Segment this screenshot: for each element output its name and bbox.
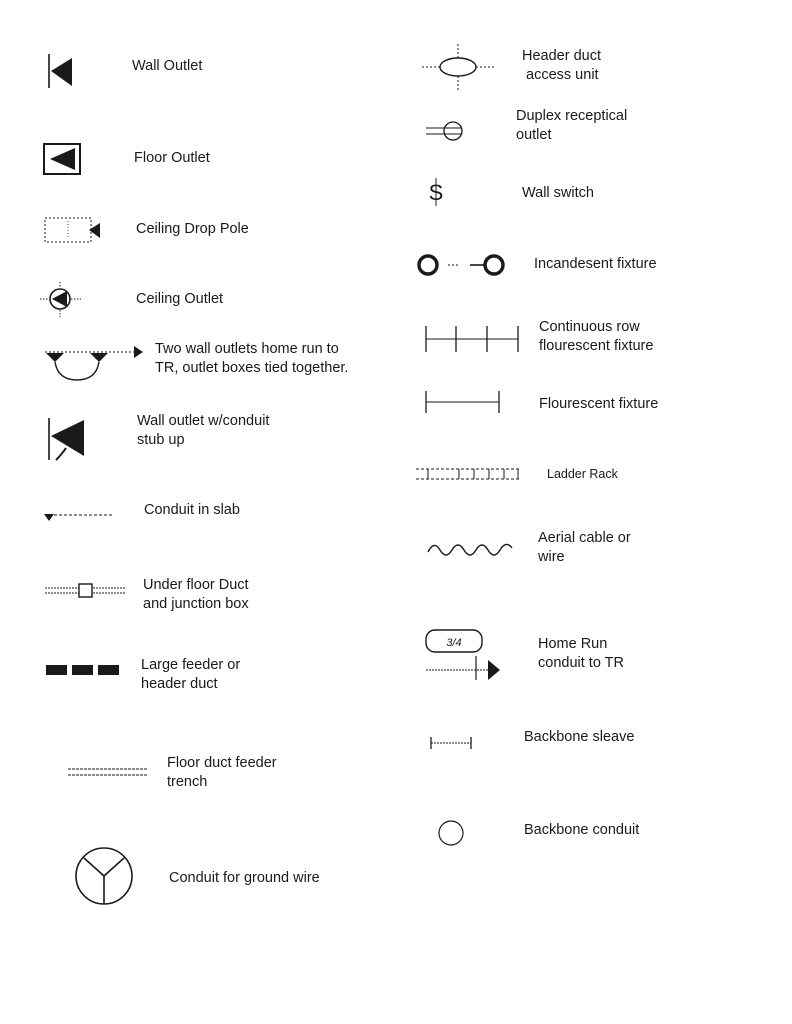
header-duct-access-label: Header duct access unit — [522, 48, 601, 83]
duplex-receptacle-symbol — [424, 118, 470, 144]
ladder-rack-label: Ladder Rack — [547, 467, 618, 481]
backbone-conduit-label: Backbone conduit — [524, 822, 640, 838]
continuous-row-fluorescent-symbol — [422, 322, 522, 356]
incandescent-fixture-symbol — [414, 252, 508, 278]
under-floor-duct-symbol — [42, 580, 130, 602]
large-feeder-label: Large feeder or header duct — [141, 657, 241, 692]
under-floor-duct-label: Under floor Duct and junction box — [143, 577, 249, 612]
home-run-conduit-label: Home Run conduit to TR — [538, 636, 624, 671]
ceiling-drop-pole-symbol — [42, 214, 104, 248]
wall-outlet-conduit-symbol — [42, 414, 88, 466]
wall-outlet-symbol — [40, 52, 80, 92]
backbone-conduit-symbol — [434, 816, 468, 850]
wall-outlet-label: Wall Outlet — [132, 58, 203, 74]
ground-wire-conduit-symbol — [72, 844, 136, 908]
conduit-in-slab-symbol — [42, 506, 114, 526]
floor-outlet-label: Floor Outlet — [134, 150, 210, 166]
backbone-sleeve-label: Backbone sleave — [524, 729, 635, 745]
two-wall-outlets-label: Two wall outlets home run to TR, outlet boxes tied together. — [155, 341, 349, 376]
fluorescent-fixture-symbol — [422, 388, 504, 416]
large-feeder-symbol — [42, 662, 124, 678]
header-duct-access-symbol — [420, 42, 496, 92]
floor-outlet-symbol — [42, 142, 84, 176]
backbone-sleeve-symbol — [428, 734, 476, 752]
ceiling-drop-pole-label: Ceiling Drop Pole — [136, 221, 249, 237]
home-run-glyph: 3/4 — [446, 637, 462, 649]
wall-switch-glyph: S — [428, 180, 444, 205]
incandescent-fixture-label: Incandesent fixture — [534, 256, 657, 272]
ladder-rack-symbol — [414, 464, 524, 484]
floor-duct-trench-symbol — [66, 764, 152, 780]
two-wall-outlets-symbol — [42, 340, 146, 384]
floor-duct-trench-label: Floor duct feeder trench — [167, 755, 277, 790]
wall-switch-symbol — [424, 176, 448, 208]
ground-wire-conduit-label: Conduit for ground wire — [169, 870, 320, 886]
ceiling-outlet-label: Ceiling Outlet — [136, 291, 224, 307]
aerial-cable-label: Aerial cable or wire — [538, 530, 631, 565]
wall-outlet-conduit-label: Wall outlet w/conduit stub up — [137, 413, 270, 448]
wall-switch-label: Wall switch — [522, 185, 594, 201]
ceiling-outlet-symbol — [38, 280, 84, 320]
fluorescent-fixture-label: Flourescent fixture — [539, 396, 659, 412]
aerial-cable-symbol — [424, 536, 516, 564]
conduit-in-slab-label: Conduit in slab — [144, 502, 240, 518]
duplex-receptacle-label: Duplex receptical outlet — [516, 108, 628, 143]
continuous-row-fluorescent-label: Continuous row flourescent fixture — [539, 319, 654, 354]
home-run-conduit-symbol — [422, 626, 508, 684]
